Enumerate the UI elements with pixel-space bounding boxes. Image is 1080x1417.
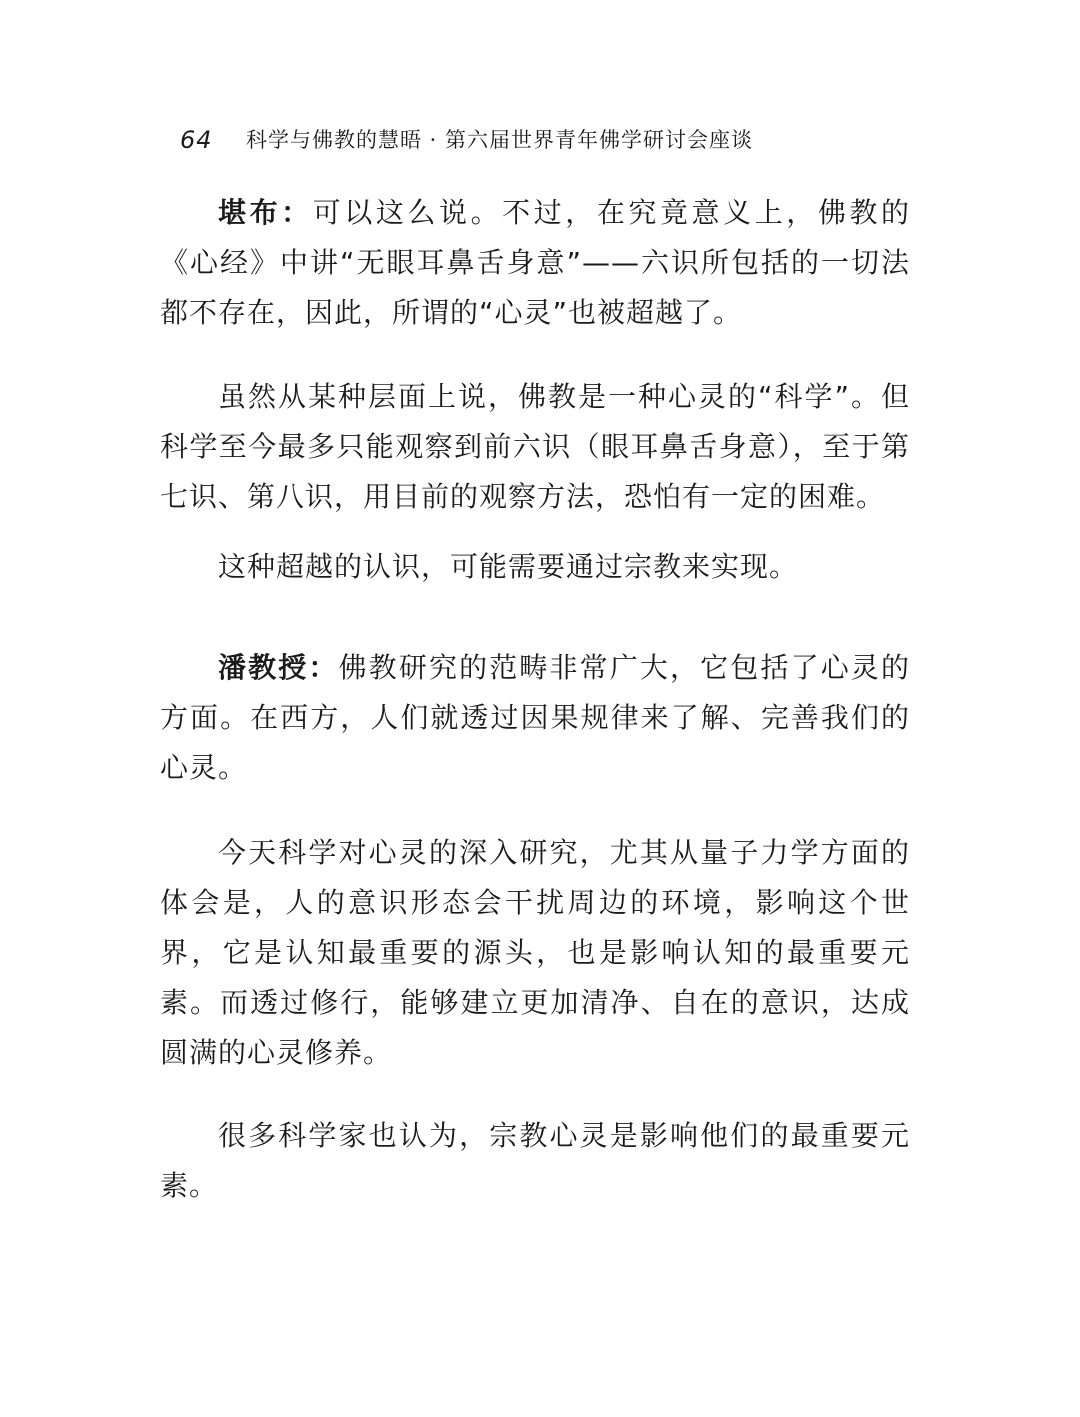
speaker-khenpo: 堪布： (218, 196, 313, 229)
paragraph-khenpo-reply (160, 188, 910, 338)
paragraph-scientists (160, 1111, 910, 1211)
paragraph-quantum-mechanics (160, 828, 910, 1078)
page-body (160, 188, 910, 1211)
paragraph-science-of-mind (160, 372, 910, 522)
speaker-professor: 潘教授： (218, 651, 339, 684)
paragraph-text: 今天科学对心灵的深入研究，尤其从量子力学方面的体会是，人的意识形态会干扰周边的环境，影响这个世界，它是认知最重要的源头，也是影响认知的最重要元素。而透过修行，能够建立更加清净、自在的意识，达成圆满的心灵修养。 (160, 836, 910, 1069)
page-number: 64 (180, 126, 213, 154)
paragraph-text: 这种超越的认识，可能需要通过宗教来实现。 (218, 550, 799, 583)
running-title: 科学与佛教的慧晤 · 第六届世界青年佛学研讨会座谈 (246, 128, 754, 152)
paragraph-professor-reply (160, 643, 910, 793)
paragraph-transcendence (160, 542, 910, 592)
paragraph-text: 可以这么说。不过，在究竟意义上，佛教的《心经》中讲“无眼耳鼻舌身意”——六识所包括的一切法都不存在，因此，所谓的“心灵”也被超越了。 (160, 196, 910, 329)
page-header (180, 122, 920, 162)
paragraph-text: 很多科学家也认为，宗教心灵是影响他们的最重要元素。 (160, 1119, 910, 1202)
paragraph-text: 虽然从某种层面上说，佛教是一种心灵的“科学”。但科学至今最多只能观察到前六识（眼耳鼻舌身意），至于第七识、第八识，用目前的观察方法，恐怕有一定的困难。 (160, 380, 910, 513)
paragraph-text: 佛教研究的范畴非常广大，它包括了心灵的方面。在西方，人们就透过因果规律来了解、完善我们的心灵。 (160, 651, 910, 784)
